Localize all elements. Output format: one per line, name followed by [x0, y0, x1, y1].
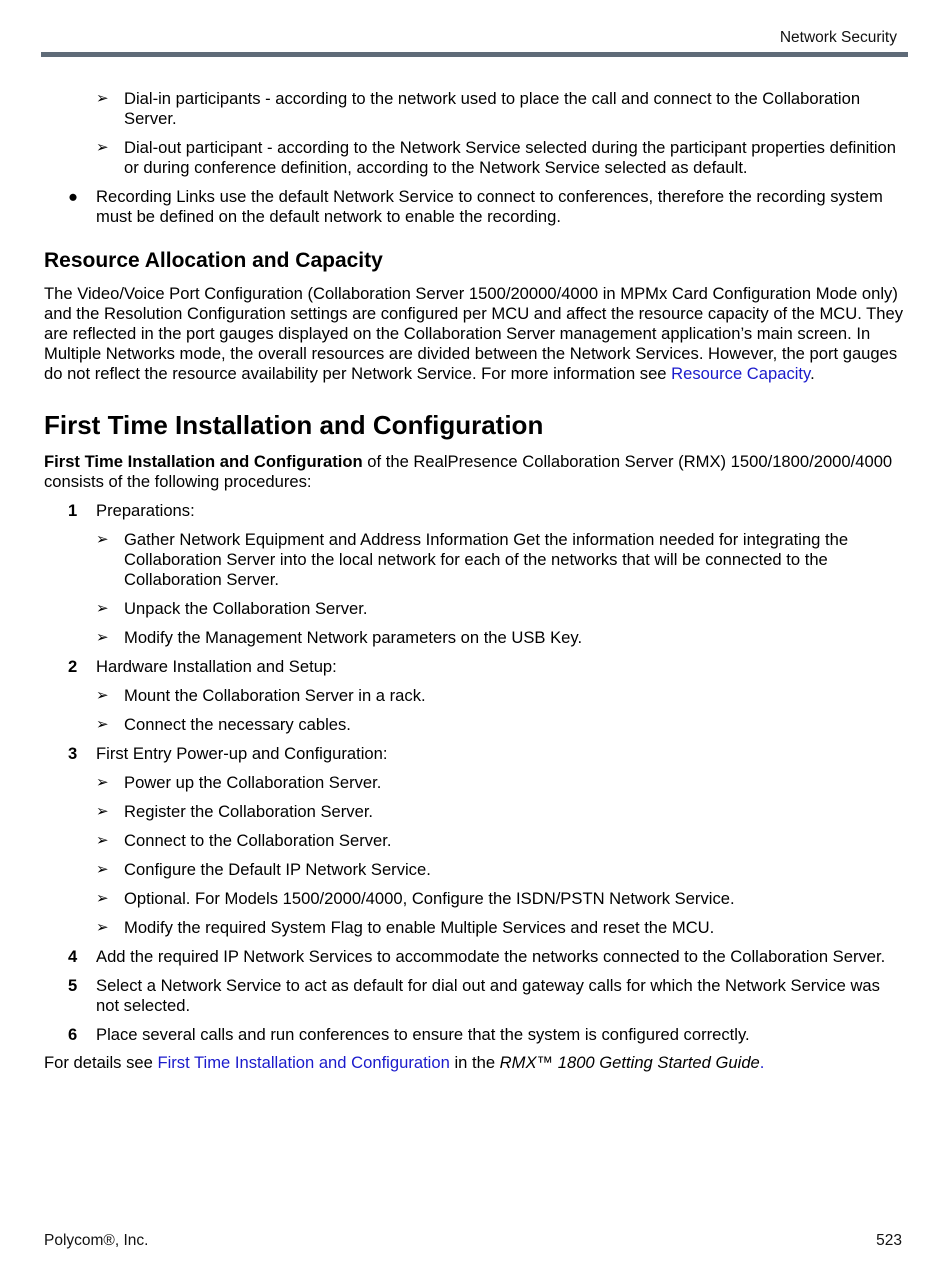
- page-content: [44, 89, 904, 1082]
- install-intro-text: of the RealPresence Collaboration Server (RMX) 1500/1800/2000/4000 consists of the following procedures:: [44, 452, 893, 491]
- step-text: Place several calls and run conferences to ensure that the system is configured correctly.: [96, 1025, 750, 1044]
- paragraph-end: .: [810, 364, 815, 383]
- list-item-text: Gather Network Equipment and Address Information Get the information needed for integrating the Collaboration Server into the local network for each of the networks that will be connected to the Collaboration Server.: [124, 530, 849, 589]
- resource-capacity-link[interactable]: Resource Capacity: [671, 364, 811, 383]
- section-heading-resource: Resource Allocation and Capacity: [44, 249, 383, 272]
- details-end: .: [759, 1053, 765, 1072]
- list-item: [44, 187, 904, 227]
- arrow-bullet-icon: ➢: [96, 861, 109, 878]
- step-item: [44, 744, 904, 764]
- paragraph-text: The Video/Voice Port Configuration (Collaboration Server 1500/20000/4000 in MPMx Card Configuration Mode only) and the Resolution Configuration settings are configured per MCU and affect the resource capacity of the MCU. They are reflected in the port gauges displayed on the Collaboration Server management application’s main screen. In Multiple Networks mode, the overall resources are divided between the Network Services. However, the port gauges do not reflect the resource availability per Network Service. For more information see: [44, 284, 904, 383]
- list-item: [44, 530, 904, 590]
- list-item: [44, 802, 904, 822]
- list-item: [44, 889, 904, 909]
- details-line: [44, 1053, 904, 1073]
- arrow-bullet-icon: ➢: [96, 629, 109, 646]
- arrow-bullet-icon: ➢: [96, 832, 109, 849]
- arrow-bullet-icon: ➢: [96, 774, 109, 791]
- arrow-bullet-icon: ➢: [96, 600, 109, 617]
- list-item: [44, 686, 904, 706]
- list-item: [44, 715, 904, 735]
- arrow-bullet-icon: ➢: [96, 716, 109, 733]
- section-heading-install: First Time Installation and Configuration: [44, 410, 544, 440]
- step-number: 5: [68, 976, 78, 995]
- list-item-text: Optional. For Models 1500/2000/4000, Configure the ISDN/PSTN Network Service.: [124, 889, 735, 908]
- step-item: [44, 1025, 904, 1045]
- step-number: 4: [68, 947, 78, 966]
- list-item-text: Dial-in participants - according to the network used to place the call and connect to the Collaboration Server.: [124, 89, 861, 128]
- step-item: [44, 501, 904, 521]
- install-steps-list: [44, 501, 904, 1045]
- footer-company: Polycom®, Inc.: [44, 1232, 149, 1249]
- list-item: [44, 860, 904, 880]
- list-item: [44, 918, 904, 938]
- step-number: 3: [68, 744, 78, 763]
- list-item: [44, 138, 904, 178]
- list-item-text: Unpack the Collaboration Server.: [124, 599, 368, 618]
- first-time-installation-link[interactable]: First Time Installation and Configuration: [157, 1053, 450, 1072]
- page-number: 523: [876, 1232, 902, 1249]
- step-number: 2: [68, 657, 78, 676]
- list-item-text: Modify the Management Network parameters on the USB Key.: [124, 628, 583, 647]
- list-item: [44, 89, 904, 129]
- step-text: Preparations:: [96, 501, 195, 520]
- list-item-text: Dial-out participant - according to the Network Service selected during the participant properties definition or during conference definition, according to the Network Service selected as default.: [124, 138, 897, 177]
- arrow-bullet-icon: ➢: [96, 139, 109, 156]
- list-item-text: Register the Collaboration Server.: [124, 802, 374, 821]
- header-title: Network Security: [779, 29, 897, 46]
- list-item: [44, 773, 904, 793]
- step-text: First Entry Power-up and Configuration:: [96, 744, 388, 763]
- list-item-text: Mount the Collaboration Server in a rack.: [124, 686, 426, 705]
- arrow-bullet-icon: ➢: [96, 890, 109, 907]
- install-intro: [44, 452, 904, 492]
- list-item-text: Configure the Default IP Network Service.: [124, 860, 431, 879]
- arrow-bullet-icon: ➢: [96, 531, 109, 548]
- list-item-text: Modify the required System Flag to enable Multiple Services and reset the MCU.: [124, 918, 715, 937]
- list-item: [44, 628, 904, 648]
- arrow-bullet-icon: ➢: [96, 90, 109, 107]
- list-item-text: Power up the Collaboration Server.: [124, 773, 382, 792]
- step-number: 6: [68, 1025, 78, 1044]
- list-item-text: Connect to the Collaboration Server.: [124, 831, 392, 850]
- header-rule: [41, 52, 908, 57]
- list-item-text: Connect the necessary cables.: [124, 715, 351, 734]
- arrow-bullet-icon: ➢: [96, 687, 109, 704]
- install-intro-bold: First Time Installation and Configuration: [44, 452, 363, 471]
- step-text: Hardware Installation and Setup:: [96, 657, 337, 676]
- arrow-bullet-icon: ➢: [96, 919, 109, 936]
- step-text: Select a Network Service to act as default for dial out and gateway calls for which the Network Service was not selected.: [96, 976, 880, 1015]
- step-item: [44, 976, 904, 1016]
- list-item: [44, 599, 904, 619]
- list-item-text: Recording Links use the default Network Service to connect to conferences, therefore the recording system must be defined on the default network to enable the recording.: [96, 187, 883, 226]
- step-number: 1: [68, 501, 78, 520]
- details-prefix: For details see: [44, 1053, 158, 1072]
- guide-title: RMX™ 1800 Getting Started Guide: [499, 1053, 760, 1072]
- step-item: [44, 947, 904, 967]
- dot-bullet-icon: ●: [68, 187, 79, 206]
- resource-paragraph: [44, 284, 904, 384]
- arrow-bullet-icon: ➢: [96, 803, 109, 820]
- step-item: [44, 657, 904, 677]
- step-text: Add the required IP Network Services to accommodate the networks connected to the Collaboration Server.: [96, 947, 886, 966]
- details-mid: in the: [449, 1053, 500, 1072]
- list-item: [44, 831, 904, 851]
